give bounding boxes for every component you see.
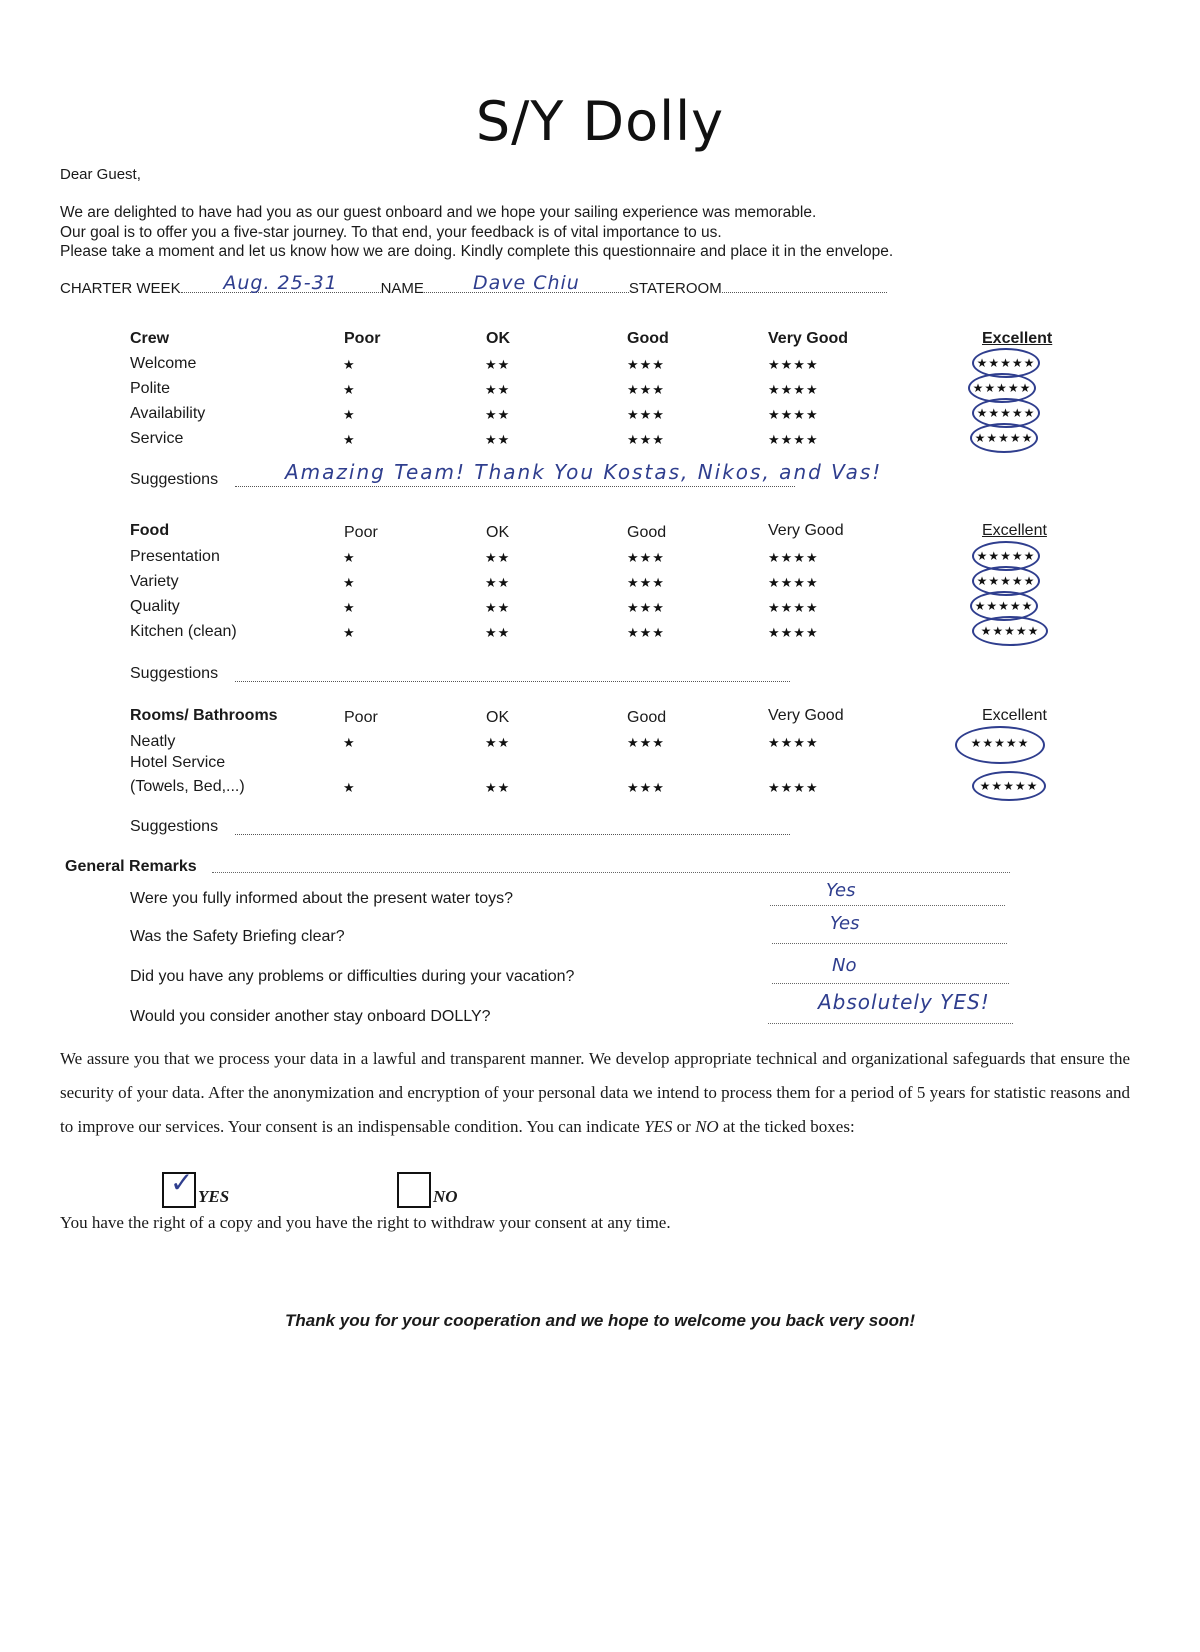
rating-star-1[interactable]: ★ [343, 407, 356, 422]
general-remarks-field[interactable] [212, 872, 1010, 873]
intro-line: Please take a moment and let us know how we are doing. Kindly complete this questionnaire and place it in the envelope. [60, 243, 894, 260]
rating-star-1[interactable]: ★ [343, 575, 356, 590]
rating-star-4[interactable]: ★★★★ [768, 357, 819, 372]
header-good: Good [627, 524, 667, 541]
page-title: S/Y Dolly [475, 90, 725, 153]
rooms-suggestions-field[interactable] [235, 833, 790, 835]
rating-star-4[interactable]: ★★★★ [768, 382, 819, 397]
header-excellent: Excellent [982, 707, 1047, 724]
rooms-suggestions-label: Suggestions [130, 818, 219, 835]
header-very-good: Very Good [768, 522, 844, 539]
consent-no-checkbox[interactable] [397, 1172, 431, 1208]
answer-field[interactable] [772, 943, 1007, 944]
name-field[interactable] [424, 272, 629, 294]
rating-star-4[interactable]: ★★★★ [768, 407, 819, 422]
rating-star-1[interactable]: ★ [343, 780, 356, 795]
stateroom-label: STATEROOM [628, 280, 722, 297]
answer-field[interactable] [772, 983, 1009, 984]
rating-star-3[interactable]: ★★★ [627, 432, 665, 447]
rating-star-1[interactable]: ★ [343, 625, 356, 640]
general-remarks-title: General Remarks [65, 858, 197, 875]
rating-star-1[interactable]: ★ [343, 382, 356, 397]
crew-item-welcome: Welcome [130, 355, 197, 372]
rating-star-2[interactable]: ★★ [485, 357, 511, 372]
rooms-item-neatly: Neatly [130, 733, 176, 750]
rating-star-3[interactable]: ★★★ [627, 625, 665, 640]
intro-line: Our goal is to offer you a five-star journey. To that end, your feedback is of vital importance to us. [60, 223, 722, 241]
food-item-quality: Quality [130, 598, 180, 615]
rooms-item-towels-bed: (Towels, Bed,...) [130, 778, 245, 795]
charter-week-label: CHARTER WEEK [60, 280, 181, 297]
header-good: Good [627, 709, 667, 726]
food-item-kitchen: Kitchen (clean) [130, 623, 237, 640]
rating-star-3[interactable]: ★★★ [627, 600, 665, 615]
question-another-stay: Would you consider another stay onboard DOLLY? [130, 1008, 491, 1025]
rating-star-1[interactable]: ★ [343, 550, 356, 565]
rating-star-2[interactable]: ★★ [485, 382, 511, 397]
check-mark-icon: ✓ [170, 1166, 194, 1199]
charter-week-value: Aug. 25-31 [223, 272, 338, 294]
food-item-presentation: Presentation [130, 548, 220, 565]
rating-star-4[interactable]: ★★★★ [768, 575, 819, 590]
rating-star-2[interactable]: ★★ [485, 600, 511, 615]
rating-star-3[interactable]: ★★★ [627, 407, 665, 422]
rating-star-3[interactable]: ★★★ [627, 735, 665, 750]
food-item-variety: Variety [130, 573, 179, 590]
rating-excellent-selected[interactable]: ★★★★★ [968, 373, 1036, 403]
answer-field[interactable] [768, 1023, 1013, 1024]
answer-safety-briefing: Yes [830, 913, 860, 934]
name-label: NAME [380, 280, 424, 297]
rating-star-2[interactable]: ★★ [485, 625, 511, 640]
rating-star-1[interactable]: ★ [343, 432, 356, 447]
food-suggestions-field[interactable] [235, 680, 790, 682]
rating-excellent-selected[interactable]: ★★★★★ [955, 726, 1045, 764]
intro-text [60, 203, 893, 262]
header-very-good: Very Good [768, 707, 844, 724]
rating-star-3[interactable]: ★★★ [627, 575, 665, 590]
header-poor: Poor [344, 330, 381, 347]
consent-yes-label: YES [198, 1187, 230, 1206]
rating-star-3[interactable]: ★★★ [627, 550, 665, 565]
legal-no-word: NO [695, 1117, 719, 1136]
rating-star-2[interactable]: ★★ [485, 432, 511, 447]
header-very-good: Very Good [768, 330, 849, 347]
header-excellent: Excellent [982, 330, 1053, 347]
legal-tail: at the ticked boxes: [718, 1117, 855, 1136]
name-value: Dave Chiu [472, 272, 580, 294]
crew-suggestion-text: Amazing Team! Thank You Kostas, Nikos, and Vas! [285, 460, 883, 484]
rating-star-3[interactable]: ★★★ [627, 382, 665, 397]
rating-star-2[interactable]: ★★ [485, 575, 511, 590]
answer-problems: No [832, 955, 857, 976]
rating-star-4[interactable]: ★★★★ [768, 432, 819, 447]
intro-line: We are delighted to have had you as our guest onboard and we hope your sailing experience was memorable. [60, 204, 817, 221]
rating-star-3[interactable]: ★★★ [627, 780, 665, 795]
answer-another-stay: Absolutely YES! [818, 990, 990, 1014]
header-poor: Poor [344, 524, 378, 541]
crew-item-service: Service [130, 430, 184, 447]
rating-excellent-selected[interactable]: ★★★★★ [972, 616, 1048, 646]
rating-excellent-selected[interactable]: ★★★★★ [972, 771, 1046, 801]
rating-star-4[interactable]: ★★★★ [768, 625, 819, 640]
header-ok: OK [486, 524, 510, 541]
food-section-title: Food [130, 522, 170, 539]
legal-paragraph: We assure you that we process your data in a lawful and transparent manner. We develop appropriate technical and organizational safeguards that ensure the security of your data. After the anonymization and encryption of your personal data we intend to process them for a period of 5 years for statistic reasons and to improve our services. Your consent is an indispensable condition. You can indicate [60, 1049, 1130, 1136]
consent-no-label: NO [433, 1187, 458, 1206]
question-water-toys: Were you fully informed about the present water toys? [130, 890, 514, 907]
header-good: Good [627, 330, 669, 347]
crew-suggestions-field[interactable] [235, 485, 795, 487]
rights-text: You have the right of a copy and you have the right to withdraw your consent at any time. [60, 1213, 671, 1232]
header-poor: Poor [344, 709, 378, 726]
rating-star-2[interactable]: ★★ [485, 780, 511, 795]
rating-excellent-selected[interactable]: ★★★★★ [970, 423, 1038, 453]
header-ok: OK [486, 709, 510, 726]
rating-excellent-selected[interactable]: ★★★★★ [972, 541, 1040, 571]
rating-star-2[interactable]: ★★ [485, 407, 511, 422]
stateroom-field[interactable] [722, 278, 887, 293]
rating-star-1[interactable]: ★ [343, 600, 356, 615]
answer-field[interactable] [770, 905, 1005, 906]
rating-excellent-selected[interactable]: ★★★★★ [972, 348, 1040, 378]
food-suggestions-label: Suggestions [130, 665, 219, 682]
rating-star-4[interactable]: ★★★★ [768, 550, 819, 565]
question-safety-briefing: Was the Safety Briefing clear? [130, 928, 345, 945]
rooms-section-title: Rooms/ Bathrooms [130, 707, 278, 724]
data-protection-text [60, 1042, 1130, 1144]
header-ok: OK [486, 330, 510, 347]
greeting: Dear Guest, [60, 166, 141, 183]
header-excellent: Excellent [982, 522, 1047, 539]
rating-star-3[interactable]: ★★★ [627, 357, 665, 372]
rating-star-4[interactable]: ★★★★ [768, 780, 819, 795]
charter-info-row [60, 272, 887, 297]
rating-star-1[interactable]: ★ [343, 357, 356, 372]
crew-item-polite: Polite [130, 380, 171, 397]
legal-yes-word: YES [644, 1117, 673, 1136]
thank-you-text: Thank you for your cooperation and we hope to welcome you back very soon! [284, 1311, 916, 1330]
rating-star-2[interactable]: ★★ [485, 550, 511, 565]
question-problems: Did you have any problems or difficulties during your vacation? [130, 968, 575, 985]
crew-item-availability: Availability [130, 405, 206, 422]
rooms-item-hotel-service: Hotel Service [130, 754, 226, 771]
legal-or-word: or [672, 1117, 696, 1136]
rating-star-2[interactable]: ★★ [485, 735, 511, 750]
rating-excellent-selected[interactable]: ★★★★★ [970, 591, 1038, 621]
rating-excellent-selected[interactable]: ★★★★★ [972, 398, 1040, 428]
rating-star-4[interactable]: ★★★★ [768, 735, 819, 750]
charter-week-field[interactable] [181, 272, 381, 294]
rating-star-4[interactable]: ★★★★ [768, 600, 819, 615]
rating-excellent-selected[interactable]: ★★★★★ [972, 566, 1040, 596]
answer-water-toys: Yes [826, 880, 856, 901]
crew-suggestions-label: Suggestions [130, 471, 219, 488]
rating-star-1[interactable]: ★ [343, 735, 356, 750]
crew-section-title: Crew [130, 330, 170, 347]
